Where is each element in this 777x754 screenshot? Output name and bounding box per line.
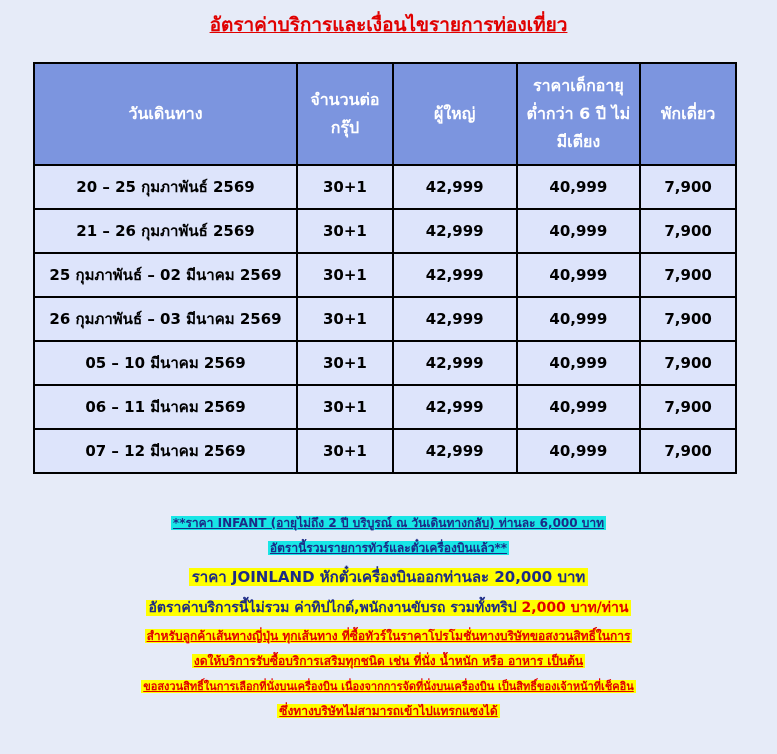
cell-child: 40,999 — [517, 165, 641, 209]
note-tip-line — [0, 594, 777, 624]
note-joinland-line — [0, 564, 777, 594]
note-condition-line-1 — [0, 624, 777, 649]
cell-date: 05 – 10 มีนาคม 2569 — [34, 341, 297, 385]
header-travel-date-label: วันเดินทาง — [128, 104, 203, 123]
note-included: อัตรานี้รวมรายการทัวร์และตั๋วเครื่องบินแล้ว** — [269, 541, 508, 555]
header-child-no-bed — [517, 63, 641, 165]
note-joinland: ราคา JOINLAND หักตั๋วเครื่องบินออกท่านละ 20,000 บาท — [189, 568, 589, 586]
table-row — [34, 253, 736, 297]
cell-single: 7,900 — [640, 209, 736, 253]
cell-single: 7,900 — [640, 385, 736, 429]
header-single-label: พักเดี่ยว — [660, 104, 716, 123]
price-table — [33, 62, 737, 474]
cell-child: 40,999 — [517, 429, 641, 473]
header-group-size — [297, 63, 393, 165]
table-row — [34, 385, 736, 429]
header-group-size-line-1: จำนวนต่อ — [310, 90, 380, 109]
cell-group: 30+1 — [297, 385, 393, 429]
note-condition-line-2 — [0, 649, 777, 674]
table-row — [34, 209, 736, 253]
note-condition-line-4 — [0, 699, 777, 724]
cell-adult: 42,999 — [393, 165, 517, 209]
cell-date: 06 – 11 มีนาคม 2569 — [34, 385, 297, 429]
table-row — [34, 429, 736, 473]
cell-child: 40,999 — [517, 341, 641, 385]
cell-adult: 42,999 — [393, 253, 517, 297]
cell-child: 40,999 — [517, 209, 641, 253]
cell-adult: 42,999 — [393, 297, 517, 341]
note-infant-line — [0, 512, 777, 536]
cell-date: 21 – 26 กุมภาพันธ์ 2569 — [34, 209, 297, 253]
cell-group: 30+1 — [297, 341, 393, 385]
cell-date: 26 กุมภาพันธ์ – 03 มีนาคม 2569 — [34, 297, 297, 341]
note-condition-4: ซึ่งทางบริษัทไม่สามารถเข้าไปแทรกแซงได้ — [279, 704, 498, 718]
header-single-supplement — [640, 63, 736, 165]
note-condition-1: สำหรับลูกค้าเส้นทางญี่ปุ่น ทุกเส้นทาง ที่ซื้อทัวร์ในราคาโปรโมชั่นทางบริษัทขอสงวนสิทธิ์ในการ — [146, 629, 631, 643]
cell-single: 7,900 — [640, 165, 736, 209]
notes-section — [0, 512, 777, 724]
note-condition-3: ขอสงวนสิทธิ์ในการเลือกที่นั่งบนเครื่องบิน เนื่องจากการจัดที่นั่งบนเครื่องบิน เป็นสิทธิ์ของเจ้าหน้าที่เช็คอิน — [143, 680, 634, 693]
table-row — [34, 297, 736, 341]
cell-group: 30+1 — [297, 253, 393, 297]
cell-adult: 42,999 — [393, 209, 517, 253]
cell-group: 30+1 — [297, 209, 393, 253]
note-tip-amount: 2,000 บาท/ท่าน — [521, 600, 629, 616]
cell-single: 7,900 — [640, 341, 736, 385]
cell-single: 7,900 — [640, 297, 736, 341]
page-title: อัตราค่าบริการและเงื่อนไขรายการท่องเที่ยว — [209, 14, 568, 36]
note-condition-2: งดให้บริการรับซื้อบริการเสริมทุกชนิด เช่น ที่นั่ง น้ำหนัก หรือ อาหาร เป็นต้น — [193, 654, 584, 668]
table-row — [34, 165, 736, 209]
cell-date: 25 กุมภาพันธ์ – 02 มีนาคม 2569 — [34, 253, 297, 297]
cell-child: 40,999 — [517, 385, 641, 429]
note-included-line — [0, 536, 777, 564]
note-condition-line-3 — [0, 674, 777, 699]
note-infant: **ราคา INFANT (อายุไม่ถึง 2 ปี บริบูรณ์ ณ วันเดินทางกลับ) ท่านละ 6,000 บาท — [172, 516, 605, 530]
cell-adult: 42,999 — [393, 385, 517, 429]
header-child-line-2: ต่ำกว่า 6 ปี ไม่ — [526, 104, 631, 123]
cell-group: 30+1 — [297, 165, 393, 209]
cell-child: 40,999 — [517, 297, 641, 341]
cell-adult: 42,999 — [393, 429, 517, 473]
header-travel-date — [34, 63, 297, 165]
cell-date: 20 – 25 กุมภาพันธ์ 2569 — [34, 165, 297, 209]
cell-adult: 42,999 — [393, 341, 517, 385]
header-adult — [393, 63, 517, 165]
note-tip-text: อัตราค่าบริการนี้ไม่รวม ค่าทิปไกด์,พนักงานขับรถ รวมทั้งทริป — [148, 600, 517, 616]
table-header-row — [34, 63, 736, 165]
note-tip — [146, 600, 632, 616]
cell-child: 40,999 — [517, 253, 641, 297]
cell-group: 30+1 — [297, 429, 393, 473]
header-adult-label: ผู้ใหญ่ — [433, 104, 476, 123]
header-child-line-1: ราคาเด็กอายุ — [532, 76, 624, 95]
cell-single: 7,900 — [640, 429, 736, 473]
table-row — [34, 341, 736, 385]
header-child-line-3: มีเตียง — [556, 132, 601, 151]
cell-single: 7,900 — [640, 253, 736, 297]
header-group-size-line-2: กรุ๊ป — [330, 118, 360, 137]
cell-date: 07 – 12 มีนาคม 2569 — [34, 429, 297, 473]
cell-group: 30+1 — [297, 297, 393, 341]
